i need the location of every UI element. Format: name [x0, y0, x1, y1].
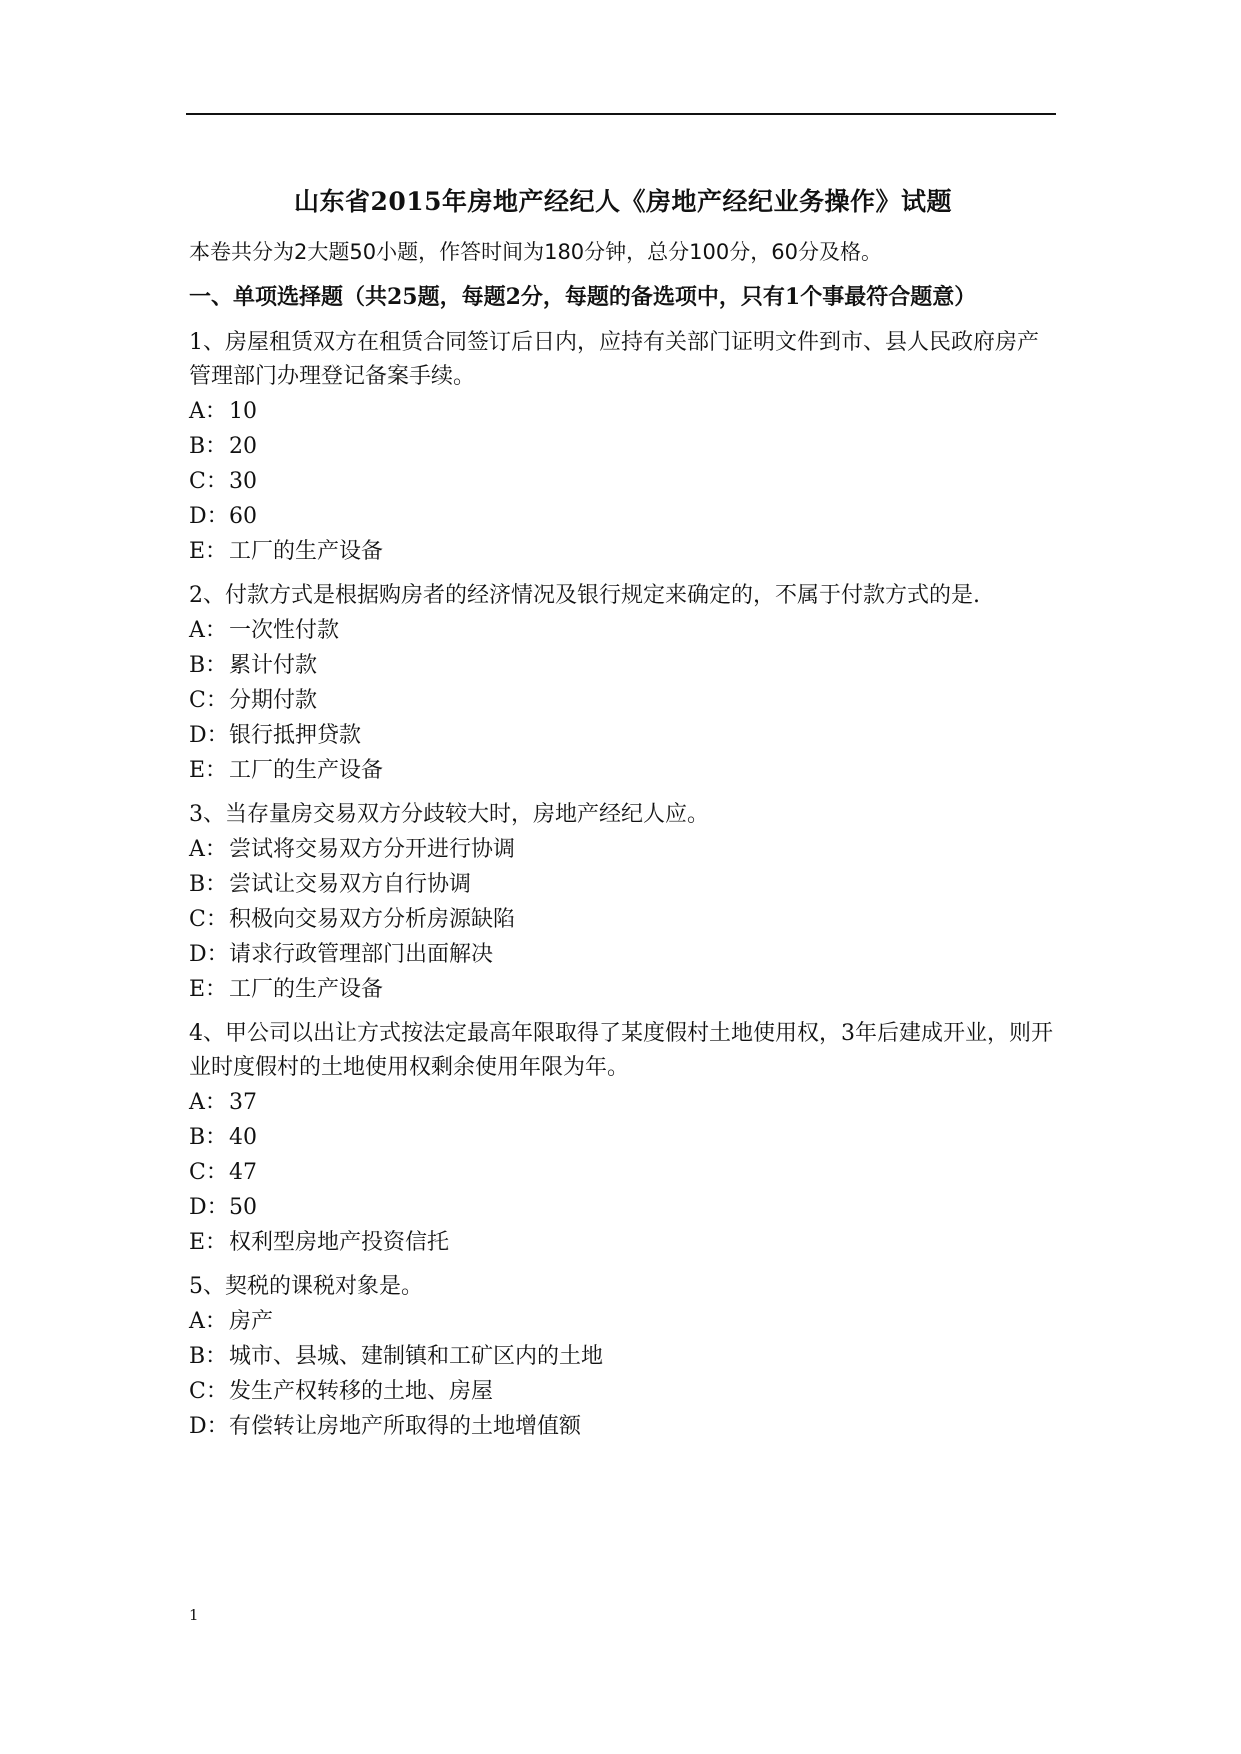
- answer-option: [189, 753, 1057, 788]
- answer-option: [189, 867, 1057, 902]
- answer-option: [189, 1374, 1057, 1409]
- option-key: B：: [189, 872, 228, 897]
- option-text: 50: [229, 1195, 257, 1220]
- option-key: B：: [189, 434, 228, 459]
- page-content: [189, 182, 1057, 1454]
- answer-option: [189, 1339, 1057, 1374]
- option-key: A：: [189, 618, 227, 643]
- option-text: 尝试让交易双方自行协调: [229, 872, 472, 897]
- option-key: E：: [189, 758, 228, 783]
- option-text: 城市、县城、建制镇和工矿区内的土地: [229, 1344, 604, 1369]
- option-key: D：: [189, 1195, 229, 1220]
- option-text: 发生产权转移的土地、房屋: [229, 1379, 494, 1404]
- answer-option: [189, 499, 1057, 534]
- option-key: B：: [189, 1125, 228, 1150]
- option-list: [189, 613, 1057, 788]
- answer-option: [189, 394, 1057, 429]
- answer-option: [189, 1190, 1057, 1225]
- question-list: [189, 326, 1057, 1444]
- page-number: 1: [189, 1606, 199, 1624]
- option-key: B：: [189, 653, 228, 678]
- option-text: 银行抵押贷款: [229, 723, 362, 748]
- question-text: 5、契税的课税对象是。: [189, 1274, 423, 1299]
- option-text: 47: [229, 1160, 257, 1185]
- question-item: [189, 1017, 1057, 1260]
- option-text: 积极向交易双方分析房源缺陷: [229, 907, 516, 932]
- answer-option: [189, 937, 1057, 972]
- option-key: C：: [189, 1160, 228, 1185]
- option-text: 工厂的生产设备: [229, 539, 384, 564]
- exam-intro: 本卷共分为2大题50小题，作答时间为180分钟，总分100分，60分及格。: [189, 240, 882, 264]
- document-title: 山东省2015年房地产经纪人《房地产经纪业务操作》试题: [293, 187, 953, 216]
- option-text: 工厂的生产设备: [229, 758, 384, 783]
- option-list: [189, 832, 1057, 1007]
- option-key: D：: [189, 504, 229, 529]
- answer-option: [189, 832, 1057, 867]
- option-key: E：: [189, 1230, 228, 1255]
- answer-option: [189, 718, 1057, 753]
- answer-option: [189, 972, 1057, 1007]
- answer-option: [189, 1120, 1057, 1155]
- question-text: 1、房屋租赁双方在租赁合同签订后日内，应持有关部门证明文件到市、县人民政府房产管理部门办理登记备案手续。: [189, 330, 1039, 389]
- question-text: 3、当存量房交易双方分歧较大时，房地产经纪人应。: [189, 802, 709, 827]
- answer-option: [189, 1225, 1057, 1260]
- option-text: 60: [229, 504, 257, 529]
- answer-option: [189, 1409, 1057, 1444]
- option-text: 一次性付款: [229, 618, 340, 643]
- option-key: A：: [189, 399, 227, 424]
- option-key: E：: [189, 539, 228, 564]
- option-list: [189, 394, 1057, 569]
- option-key: A：: [189, 1090, 227, 1115]
- option-key: D：: [189, 723, 229, 748]
- option-text: 累计付款: [229, 653, 318, 678]
- header-rule: [186, 113, 1056, 115]
- option-text: 分期付款: [229, 688, 318, 713]
- answer-option: [189, 534, 1057, 569]
- question-text: 4、甲公司以出让方式按法定最高年限取得了某度假村土地使用权，3年后建成开业，则开业时度假村的土地使用权剩余使用年限为年。: [189, 1021, 1053, 1080]
- answer-option: [189, 1085, 1057, 1120]
- answer-option: [189, 1155, 1057, 1190]
- option-text: 房产: [229, 1309, 274, 1334]
- option-key: D：: [189, 942, 229, 967]
- option-text: 20: [229, 434, 257, 459]
- option-text: 请求行政管理部门出面解决: [229, 942, 494, 967]
- question-text: 2、付款方式是根据购房者的经济情况及银行规定来确定的，不属于付款方式的是.: [189, 583, 980, 608]
- option-list: [189, 1085, 1057, 1260]
- option-text: 有偿转让房地产所取得的土地增值额: [229, 1414, 582, 1439]
- option-key: D：: [189, 1414, 229, 1439]
- answer-option: [189, 902, 1057, 937]
- answer-option: [189, 1304, 1057, 1339]
- answer-option: [189, 464, 1057, 499]
- section-heading: 一、单项选择题（共25题，每题2分，每题的备选项中，只有1个事最符合题意）: [189, 284, 977, 310]
- answer-option: [189, 613, 1057, 648]
- option-text: 权利型房地产投资信托: [229, 1230, 450, 1255]
- option-key: C：: [189, 469, 228, 494]
- option-key: E：: [189, 977, 228, 1002]
- question-item: [189, 798, 1057, 1007]
- option-key: A：: [189, 837, 227, 862]
- answer-option: [189, 429, 1057, 464]
- option-key: A：: [189, 1309, 227, 1334]
- option-text: 尝试将交易双方分开进行协调: [229, 837, 516, 862]
- option-key: C：: [189, 688, 228, 713]
- question-item: [189, 1270, 1057, 1444]
- option-text: 37: [229, 1090, 257, 1115]
- option-text: 10: [229, 399, 257, 424]
- option-text: 40: [229, 1125, 257, 1150]
- option-text: 工厂的生产设备: [229, 977, 384, 1002]
- question-item: [189, 579, 1057, 788]
- answer-option: [189, 683, 1057, 718]
- answer-option: [189, 648, 1057, 683]
- option-key: C：: [189, 907, 228, 932]
- option-text: 30: [229, 469, 257, 494]
- option-key: B：: [189, 1344, 228, 1369]
- option-key: C：: [189, 1379, 228, 1404]
- question-item: [189, 326, 1057, 569]
- option-list: [189, 1304, 1057, 1444]
